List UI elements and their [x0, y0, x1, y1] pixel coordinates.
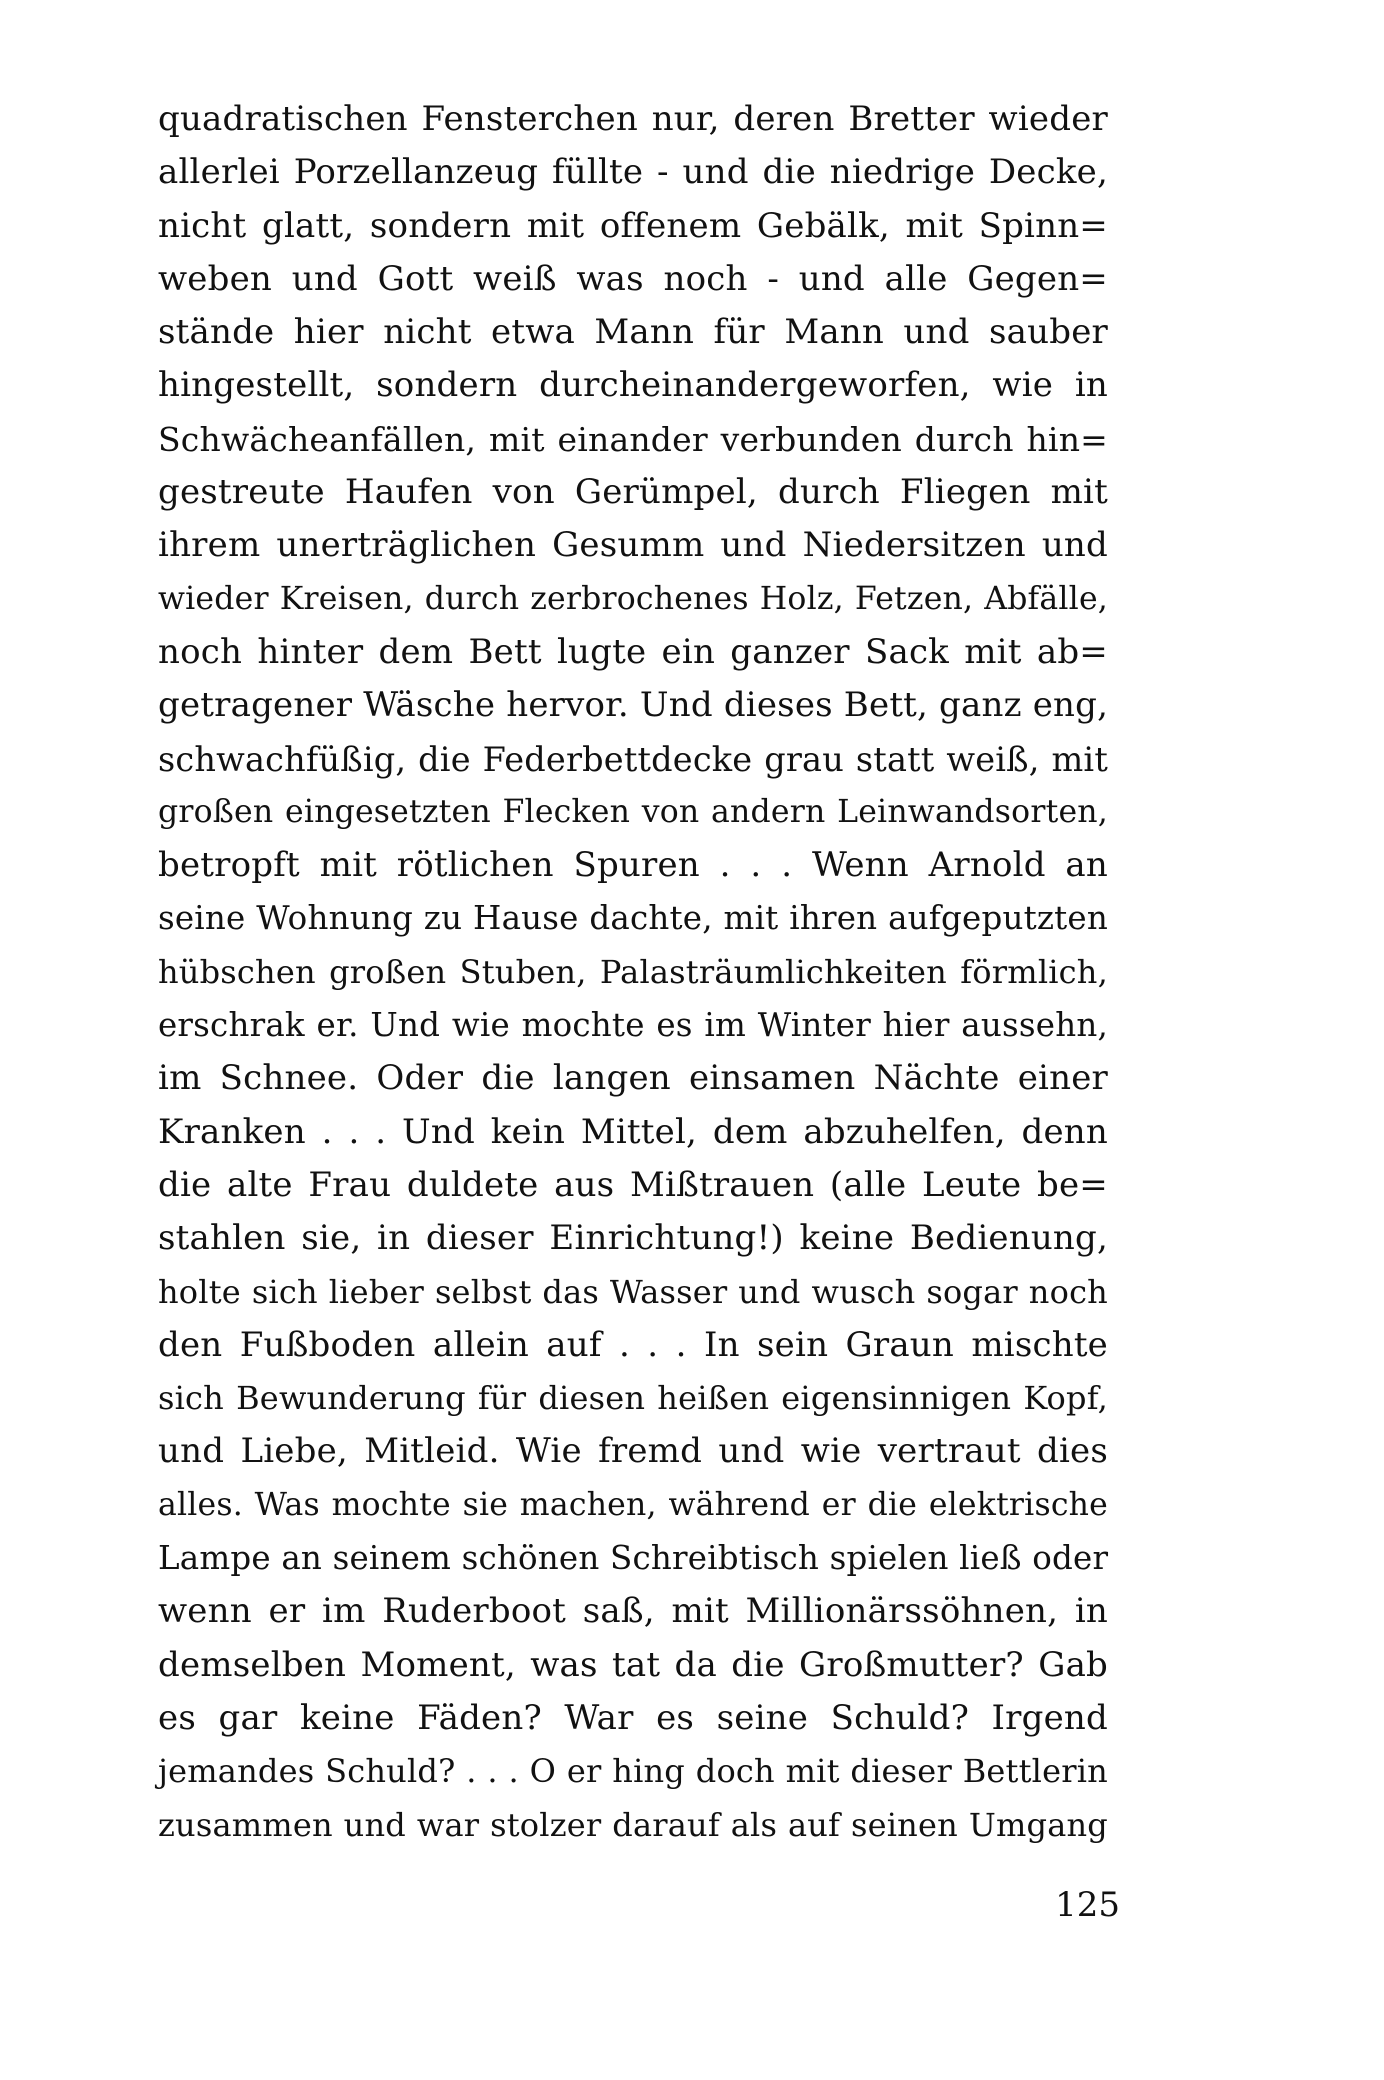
- text-line: hingestellt, sondern durcheinandergeworfen, wie in: [158, 365, 1108, 406]
- text-line: den Fußboden allein auf . . . In sein Graun mischte: [158, 1324, 1108, 1365]
- page-number: 125: [1055, 1885, 1120, 1925]
- text-line: im Schnee. Oder die langen einsamen Nächte einer: [158, 1058, 1108, 1099]
- text-line: quadratischen Fensterchen nur, deren Bretter wieder: [158, 99, 1108, 139]
- text-line: hübschen großen Stuben, Palasträumlichkeiten förmlich,: [158, 952, 1108, 991]
- text-line: Schwächeanfällen, mit einander verbunden durch hin=: [158, 419, 1108, 459]
- text-line: allerlei Porzellanzeug füllte - und die niedrige Decke,: [158, 152, 1108, 193]
- text-line: nicht glatt, sondern mit offenem Gebälk, mit Spinn=: [158, 205, 1108, 246]
- text-line: wenn er im Ruderboot saß, mit Millionärssöhnen, in: [158, 1591, 1108, 1632]
- text-line: wieder Kreisen, durch zerbrochenes Holz, Fetzen, Abfälle,: [158, 580, 1108, 617]
- text-line: weben und Gott weiß was noch - und alle Gegen=: [158, 258, 1108, 299]
- text-line: demselben Moment, was tat da die Großmutter? Gab: [158, 1644, 1108, 1685]
- text-line: ihrem unerträglichen Gesumm und Niedersitzen und: [158, 525, 1108, 566]
- text-line: zusammen und war stolzer darauf als auf seinen Umgang: [158, 1805, 1108, 1844]
- text-line: erschrak er. Und wie mochte es im Winter hier aussehn,: [158, 1006, 1108, 1045]
- text-line: jemandes Schuld? . . . O er hing doch mit dieser Bettlerin: [158, 1752, 1108, 1791]
- text-line: es gar keine Fäden? War es seine Schuld? Irgend: [158, 1697, 1108, 1738]
- text-line: großen eingesetzten Flecken von andern Leinwandsorten,: [158, 793, 1108, 830]
- text-line: getragener Wäsche hervor. Und dieses Bett, ganz eng,: [158, 685, 1109, 726]
- text-line: betropft mit rötlichen Spuren . . . Wenn Arnold an: [158, 845, 1108, 886]
- text-line: gestreute Haufen von Gerümpel, durch Fliegen mit: [158, 472, 1108, 513]
- text-line: holte sich lieber selbst das Wasser und wusch sogar noch: [158, 1272, 1108, 1311]
- body-text: [158, 93, 1108, 1852]
- text-line: stahlen sie, in dieser Einrichtung!) keine Bedienung,: [158, 1218, 1108, 1259]
- text-line: und Liebe, Mitleid. Wie fremd und wie vertraut dies: [158, 1431, 1108, 1472]
- text-line: schwachfüßig, die Federbettdecke grau statt weiß, mit: [158, 739, 1108, 779]
- text-line: Kranken . . . Und kein Mittel, dem abzuhelfen, denn: [158, 1111, 1108, 1152]
- text-line: stände hier nicht etwa Mann für Mann und sauber: [158, 312, 1108, 353]
- text-line: die alte Frau duldete aus Mißtrauen (alle Leute be=: [158, 1164, 1108, 1205]
- text-line: seine Wohnung zu Hause dachte, mit ihren aufgeputzten: [158, 899, 1108, 938]
- text-line: sich Bewunderung für diesen heißen eigensinnigen Kopf,: [158, 1379, 1108, 1418]
- text-line: noch hinter dem Bett lugte ein ganzer Sack mit ab=: [158, 631, 1108, 672]
- text-line: Lampe an seinem schönen Schreibtisch spielen ließ oder: [158, 1539, 1109, 1578]
- text-line: alles. Was mochte sie machen, während er die elektrische: [158, 1486, 1108, 1523]
